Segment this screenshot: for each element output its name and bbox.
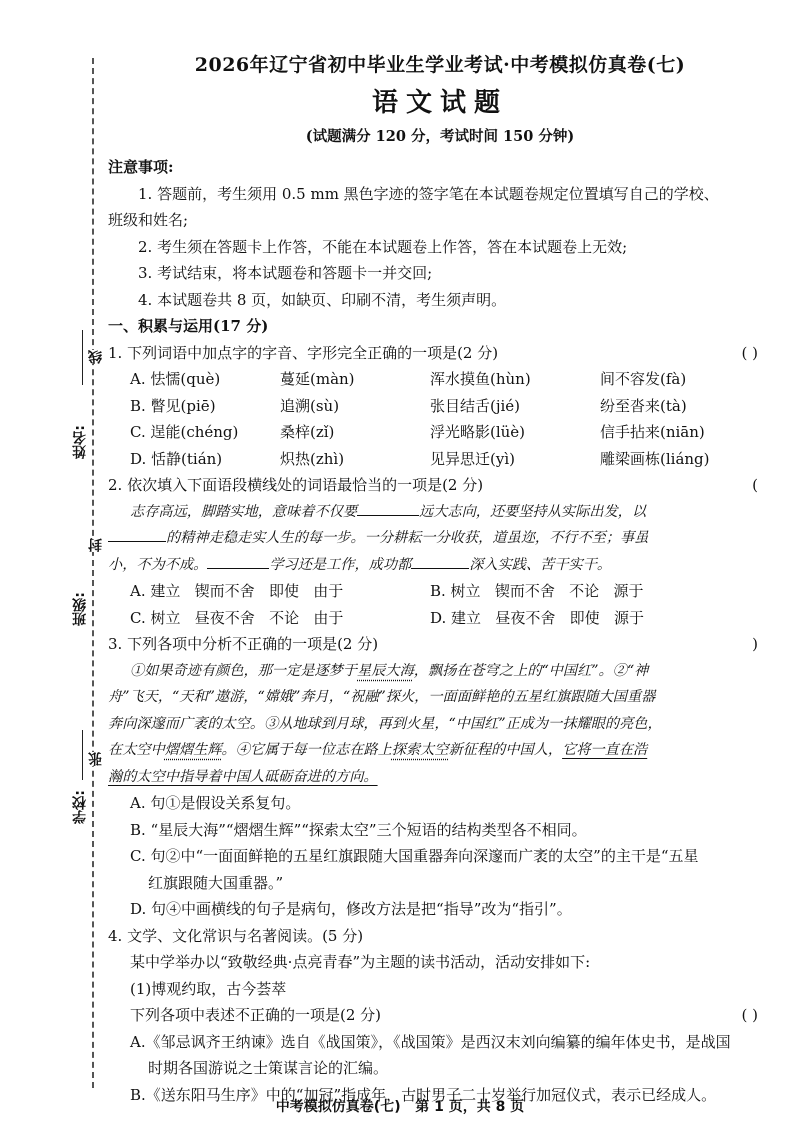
- question-4-sub1-stem: [108, 1002, 772, 1029]
- answer-paren: ( ): [741, 343, 758, 362]
- option-cell: C. 逞能(chéng): [130, 423, 239, 441]
- passage-line: [108, 552, 772, 579]
- question-stem-text: 3. 下列各项中分析不正确的一项是(2 分): [108, 635, 379, 653]
- section-title: 一、积累与运用(17 分): [108, 317, 269, 335]
- option-cell: 信手拈来(niān): [600, 423, 705, 441]
- option-c-continued: 红旗跟随大国重器。”: [148, 873, 284, 892]
- fill-blank: [411, 553, 469, 569]
- option-cell: A. 怯懦(què): [130, 370, 221, 388]
- option-cell: 追溯(sù): [280, 396, 340, 415]
- passage-line: [108, 737, 772, 764]
- exam-title: 2026年辽宁省初中毕业生学业考试·中考模拟仿真卷(七): [194, 54, 686, 76]
- binding-dashed-line: [92, 58, 94, 1088]
- question-stem-text: 1. 下列词语中加点字的字音、字形完全正确的一项是(2 分): [108, 343, 499, 362]
- binding-line-word: 线: [88, 350, 104, 364]
- question-4-intro: 某中学举办以“致敬经典·点亮青春”为主题的读书活动，活动安排如下:: [130, 953, 591, 971]
- school-fill-line: [82, 730, 83, 780]
- option-cell: B. 瞥见(piē): [130, 396, 216, 415]
- underlined-sentence: 瀚的太空中指导着中国人砥砺奋进的方向。: [108, 768, 378, 785]
- dotted-phrase: 星辰大海: [357, 662, 414, 679]
- binding-tear-word: 张: [88, 752, 104, 766]
- class-label: 班级:: [72, 592, 88, 626]
- notice-item: 班级和姓名;: [108, 211, 189, 229]
- option-cell: 浑水摸鱼(hùn): [430, 370, 531, 388]
- question-3-stem: [108, 631, 772, 658]
- name-fill-line: [82, 330, 83, 385]
- passage-text: 新征程的中国人，: [448, 742, 563, 758]
- question-1-options: [108, 366, 772, 472]
- passage-line: [108, 499, 772, 526]
- dotted-phrase: 熠熠生辉: [164, 742, 222, 758]
- option-cell: 纷至沓来(tà): [600, 396, 687, 415]
- option-c: C. 句②中“一面面鲜艳的五星红旗跟随大国重器奔向深邃而广袤的太空”的主干是“五星: [130, 847, 699, 865]
- question-4-stem: 4. 文学、文化常识与名著阅读。(5 分): [108, 926, 364, 945]
- dotted-phrase: 探索太空: [391, 742, 449, 758]
- passage-text: 深入实践、苦干实干。: [469, 556, 612, 573]
- passage-text: 志存高远，脚踏实地，意味着不仅要: [130, 503, 358, 520]
- notice-section: [108, 154, 772, 313]
- option-cell: D. 恬静(tián): [130, 449, 223, 468]
- score-info: (试题满分 120 分，考试时间 150 分钟): [305, 128, 575, 145]
- exam-page-content: [108, 52, 772, 1108]
- passage-text: 小，不为不成。: [108, 556, 208, 573]
- option-a: A. 建立 锲而不舍 即使 由于: [130, 582, 344, 600]
- answer-paren: ( ): [741, 1006, 758, 1024]
- fill-blank: [207, 553, 269, 569]
- option-a: A. 句①是假设关系复句。: [130, 794, 301, 812]
- passage-text: 的精神走稳走实人生的每一步。一分耕耘一分收获，道虽迩，不行不至；事虽: [166, 530, 649, 546]
- answer-paren: ): [752, 635, 758, 653]
- subject-title: 语文试题: [371, 88, 508, 118]
- question-2-options: [108, 578, 772, 631]
- page-footer: 中考模拟仿真卷(七) 第 1 页，共 8 页: [275, 1099, 525, 1115]
- answer-paren: (: [752, 476, 758, 494]
- option-b: B.《送东阳马生序》中的“加冠”指成年，古时男子二十岁举行加冠仪式，表示已经成人。: [130, 1085, 717, 1104]
- question-2-stem: [108, 472, 772, 499]
- passage-line: 舟”飞天，“天和”遨游，“嫦娥”奔月，“祝融”探火，一面面鲜艳的五星红旗跟随大国重器: [108, 689, 656, 705]
- question-stem-text: 下列各项中表述不正确的一项是(2 分): [130, 1006, 382, 1024]
- option-cell: 间不容发(fà): [600, 370, 687, 388]
- passage-text: 。④它属于每一位志在路上: [221, 742, 392, 758]
- fill-blank: [108, 526, 166, 542]
- option-cell: 蔓延(màn): [280, 370, 355, 388]
- passage-text: ，飘扬在苍穹之上的“中国红”。②“神: [413, 662, 649, 679]
- notice-item: 2. 考生须在答题卡上作答，不能在本试题卷上作答，答在本试题卷上无效;: [138, 237, 628, 256]
- fill-blank: [357, 500, 419, 516]
- option-cell: 张目结舌(jié): [430, 396, 521, 415]
- option-cell: 浮光略影(lüè): [430, 423, 526, 441]
- notice-item: 4. 本试题卷共 8 页，如缺页、印刷不清，考生须声明。: [138, 290, 507, 309]
- passage-text: 远大志向，还要坚持从实际出发，以: [419, 503, 647, 520]
- passage-line: [108, 525, 772, 552]
- notice-item: 3. 考试结束，将本试题卷和答题卡一并交回;: [138, 264, 433, 282]
- option-cell: 见异思迁(yì): [430, 449, 515, 468]
- passage-line: [108, 658, 772, 685]
- option-cell: 雕梁画栋(liáng): [600, 449, 710, 468]
- notice-item: 1. 答题前，考生须用 0.5 mm 黑色字迹的签字笔在本试题卷规定位置填写自己的学校、: [138, 184, 719, 203]
- option-c: C. 树立 昼夜不舍 不论 由于: [130, 608, 344, 627]
- option-b: B. “星辰大海”“熠熠生辉”“探索太空”三个短语的结构类型各不相同。: [130, 820, 587, 839]
- option-a-continued: 时期各国游说之士策谋言论的汇编。: [148, 1059, 389, 1077]
- option-a: A.《邹忌讽齐王纳谏》选自《战国策》，《战国策》是西汉末刘向编纂的编年体史书，是战国: [130, 1032, 731, 1051]
- question-stem-text: 2. 依次填入下面语段横线处的词语最恰当的一项是(2 分): [108, 476, 484, 494]
- passage-text: 学习还是工作，成功都: [269, 556, 412, 573]
- name-label: 姓名:: [72, 425, 88, 459]
- passage-text: 在太空中: [108, 742, 165, 758]
- passage-line: 奔向深邃而广袤的太空。③从地球到月球，再到火星，“中国红”正成为一抹耀眼的亮色，: [108, 715, 662, 732]
- passage-text: ①如果奇迹有颜色，那一定是逐梦于: [130, 662, 358, 679]
- option-d: D. 句④中画横线的句子是病句，修改方法是把“指导”改为“指引”。: [130, 900, 572, 918]
- option-cell: 炽热(zhì): [280, 449, 345, 468]
- option-cell: 桑梓(zǐ): [280, 423, 335, 441]
- school-label: 学校:: [72, 790, 88, 824]
- option-d: D. 建立 昼夜不舍 即使 源于: [430, 608, 644, 627]
- binding-seal-word: 封: [88, 538, 104, 552]
- question-1-stem: [108, 340, 772, 367]
- notice-title: 注意事项:: [108, 158, 174, 176]
- underlined-sentence: 它将一直在浩: [562, 742, 648, 758]
- question-4-sub1: (1)博观约取，古今荟萃: [130, 979, 287, 998]
- option-b: B. 树立 锲而不舍 不论 源于: [430, 582, 644, 600]
